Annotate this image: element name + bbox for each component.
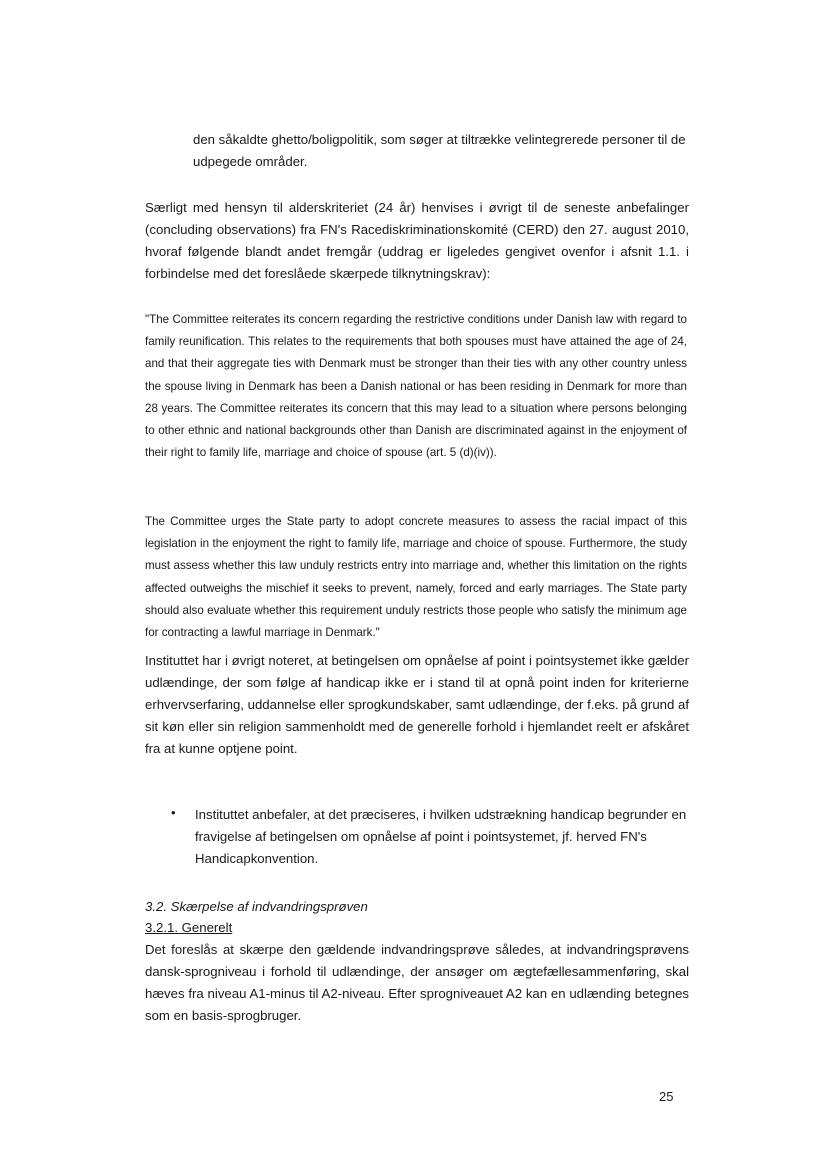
subsection-heading: 3.2.1. Generelt — [145, 920, 233, 935]
cerd-quote-paragraph-2: The Committee urges the State party to adopt concrete measures to assess the racial impact of this legislation in the enjoyment the right to family life, marriage and choice of spouse. Furthermore, the study must assess whether this law unduly restricts entry into marriage and, whether this limitation on the rights affected outweighs the mischief it seeks to prevent, namely, forced and early marriages. The State party should also evaluate whether this requirement unduly restricts those people who satisfy the minimum age for contracting a lawful marriage in Denmark." — [145, 515, 687, 640]
bullet-marker: • — [171, 805, 176, 820]
points-system-paragraph: Instituttet har i øvrigt noteret, at betingelsen om opnåelse af point i pointsystemet ikke gælder udlændinge, der som følge af handicap ikke er i stand til at opnå point inden for kriterierne erhvervserfaring, uddannelse eller sprogkundskaber, samt udlændinge, der f.eks. på grund af sit køn eller sin religion sammenholdt med de generelle forhold i hjemlandet reelt er afskåret fra at kunne optjene point. — [145, 653, 689, 756]
age-criteria-paragraph: Særligt med hensyn til alderskriteriet (24 år) henvises i øvrigt til de seneste anbefalinger (concluding observations) fra FN's Racediskriminationskomité (CERD) den 27. august 2010, hvoraf følgende blandt andet fremgår (uddrag er ligeledes gengivet ovenfor i afsnit 1.1. i forbindelse med det foreslåede skærpede tilknytningskrav): — [145, 200, 689, 281]
section-heading: 3.2. Skærpelse af indvandringsprøven — [145, 899, 368, 914]
cerd-quote-paragraph-1: "The Committee reiterates its concern regarding the restrictive conditions under Danish law with regard to family reunification. This relates to the requirements that both spouses must have attained the age of 24, and that their aggregate ties with Denmark must be stronger than their ties with any other country unless the spouse living in Denmark has been a Danish national or has been residing in Denmark for more than 28 years. The Committee reiterates its concern that this may lead to a situation where persons belonging to other ethnic and national backgrounds other than Danish are discriminated against in the enjoyment of their right to family life, marriage and choice of spouse (art. 5 (d)(iv)). — [145, 313, 687, 460]
page-number: 25 — [659, 1089, 674, 1104]
general-paragraph: Det foreslås at skærpe den gældende indvandringsprøve således, at indvandringsprøvens dansk-sprogniveau i forhold til udlændinge, der ansøger om ægtefællesammenføring, skal hæves fra niveau A1-minus til A2-niveau. Efter sprogniveauet A2 kan en udlænding betegnes som en basis-sprogbruger. — [145, 942, 689, 1023]
recommendation-bullet-text: Instituttet anbefaler, at det præciseres, i hvilken udstrækning handicap begrunder en fravigelse af betingelsen om opnåelse af point i pointsystemet, jf. herved FN's Handicapkonvention. — [195, 807, 687, 866]
intro-continuation-paragraph: den såkaldte ghetto/boligpolitik, som søger at tiltrække velintegrerede personer til de udpegede områder. — [193, 132, 686, 169]
